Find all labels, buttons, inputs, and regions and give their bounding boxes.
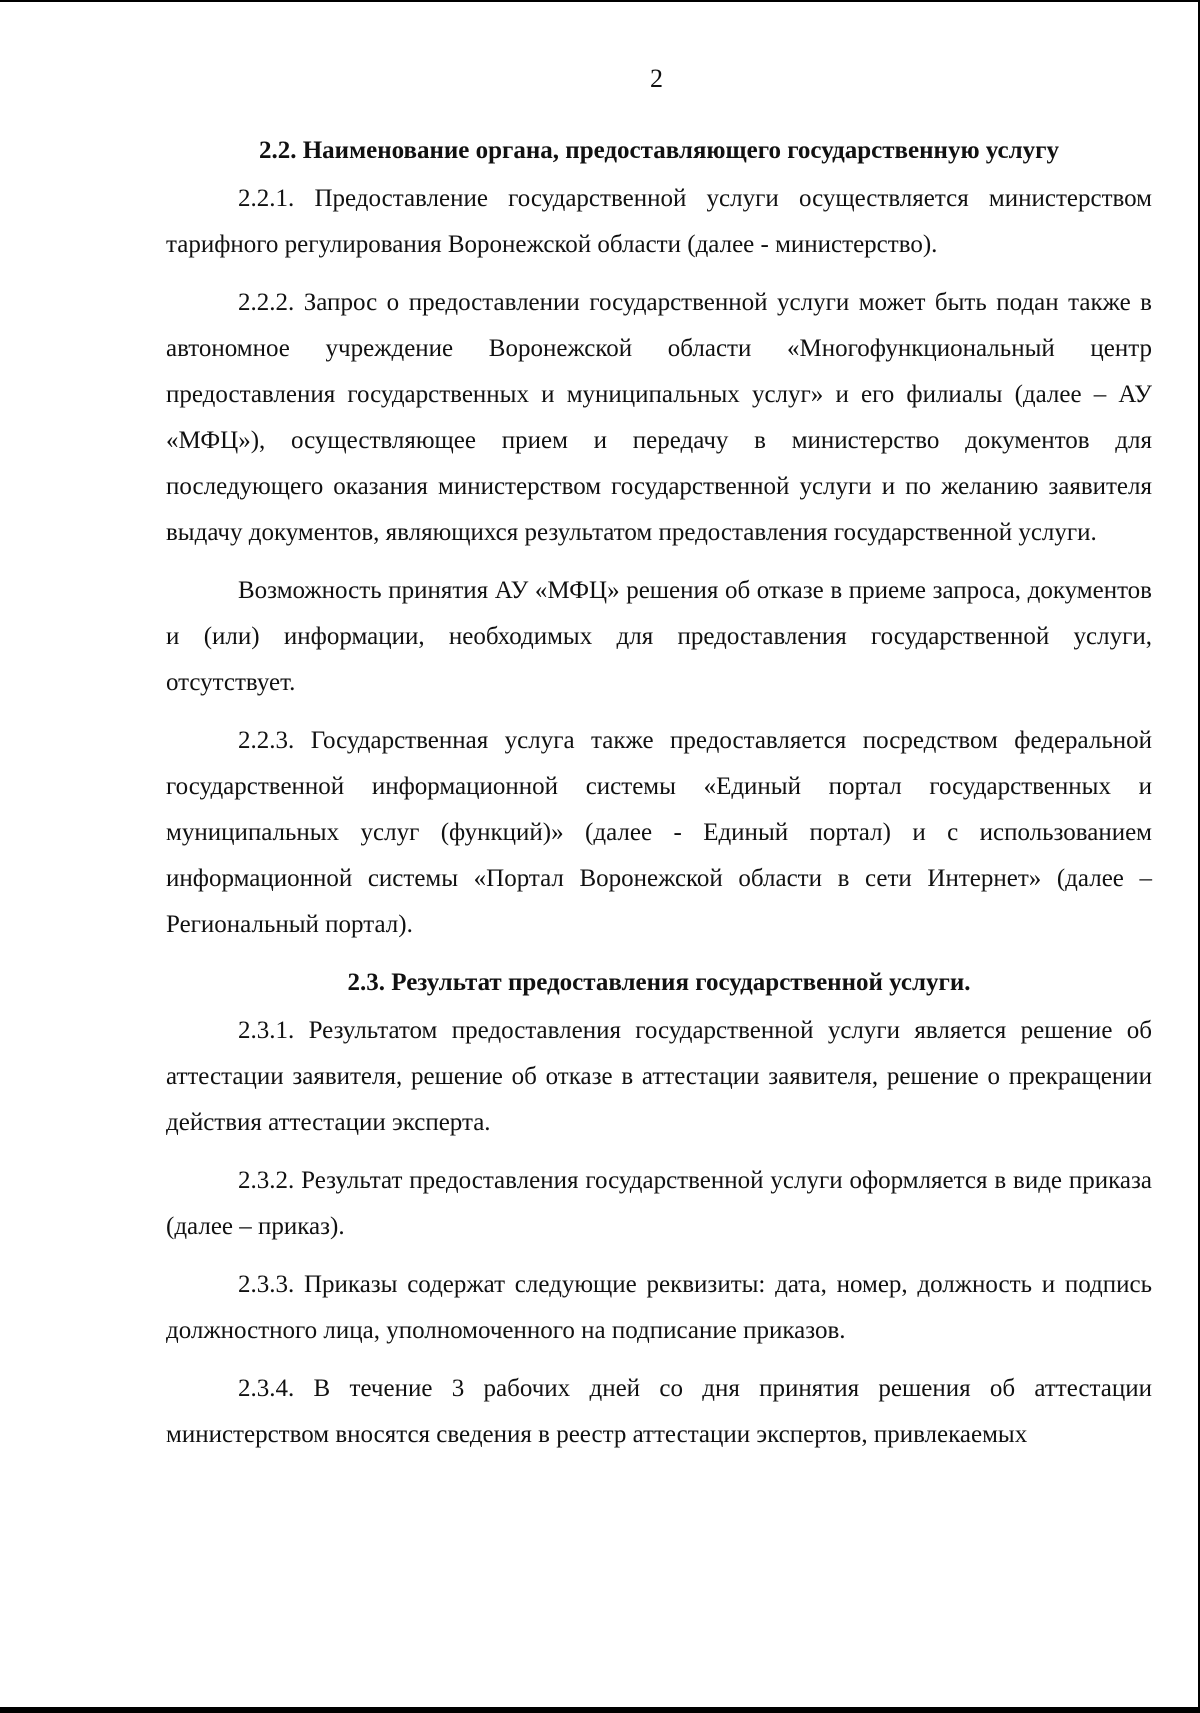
section-2-2-heading: 2.2. Наименование органа, предоставляющего государственную услугу <box>258 137 1060 164</box>
paragraph-refusal: Возможность принятия АУ «МФЦ» решения об отказе в приеме запроса, документов и (или) информации, необходимых для предоставления государственной услуги, отсутствует. <box>166 577 1152 696</box>
paragraph-2-2-1: 2.2.1. Предоставление государственной услуги осуществляется министерством тарифного регулирования Воронежской области (далее - министерство). <box>166 185 1152 258</box>
paragraph-2-2-2: 2.2.2. Запрос о предоставлении государственной услуги может быть подан также в автономное учреждение Воронежской области «Многофункциональный центр предоставления государственных и муниципальных услуг» и его филиалы (далее – АУ «МФЦ»), осуществляющее прием и передачу в министерство документов для последующего оказания министерством государственной услуги и по желанию заявителя выдачу документов, являющихся результатом предоставления государственной услуги. <box>166 289 1152 546</box>
paragraph-2-3-3: 2.3.3. Приказы содержат следующие реквизиты: дата, номер, должность и подпись должностного лица, уполномоченного на подписание приказов. <box>166 1271 1152 1344</box>
paragraph-2-3-1: 2.3.1. Результатом предоставления государственной услуги является решение об аттестации заявителя, решение об отказе в аттестации заявителя, решение о прекращении действия аттестации эксперта. <box>166 1017 1152 1136</box>
scan-border-top <box>0 0 1200 2</box>
paragraph-2-3-2: 2.3.2. Результат предоставления государственной услуги оформляется в виде приказа (далее – приказ). <box>166 1167 1152 1240</box>
section-2-3-heading: 2.3. Результат предоставления государственной услуги. <box>347 969 971 996</box>
document-body <box>166 128 1152 1470</box>
page-number: 2 <box>650 64 663 93</box>
paragraph-2-3-4: 2.3.4. В течение 3 рабочих дней со дня принятия решения об аттестации министерством вносятся сведения в реестр аттестации экспертов, привлекаемых <box>166 1375 1152 1448</box>
scan-border-bottom <box>0 1707 1200 1713</box>
paragraph-2-2-3: 2.2.3. Государственная услуга также предоставляется посредством федеральной государственной информационной системы «Единый портал государственных и муниципальных услуг (функций)» (далее - Единый портал) и с использованием информационной системы «Портал Воронежской области в сети Интернет» (далее – Региональный портал). <box>166 727 1152 938</box>
